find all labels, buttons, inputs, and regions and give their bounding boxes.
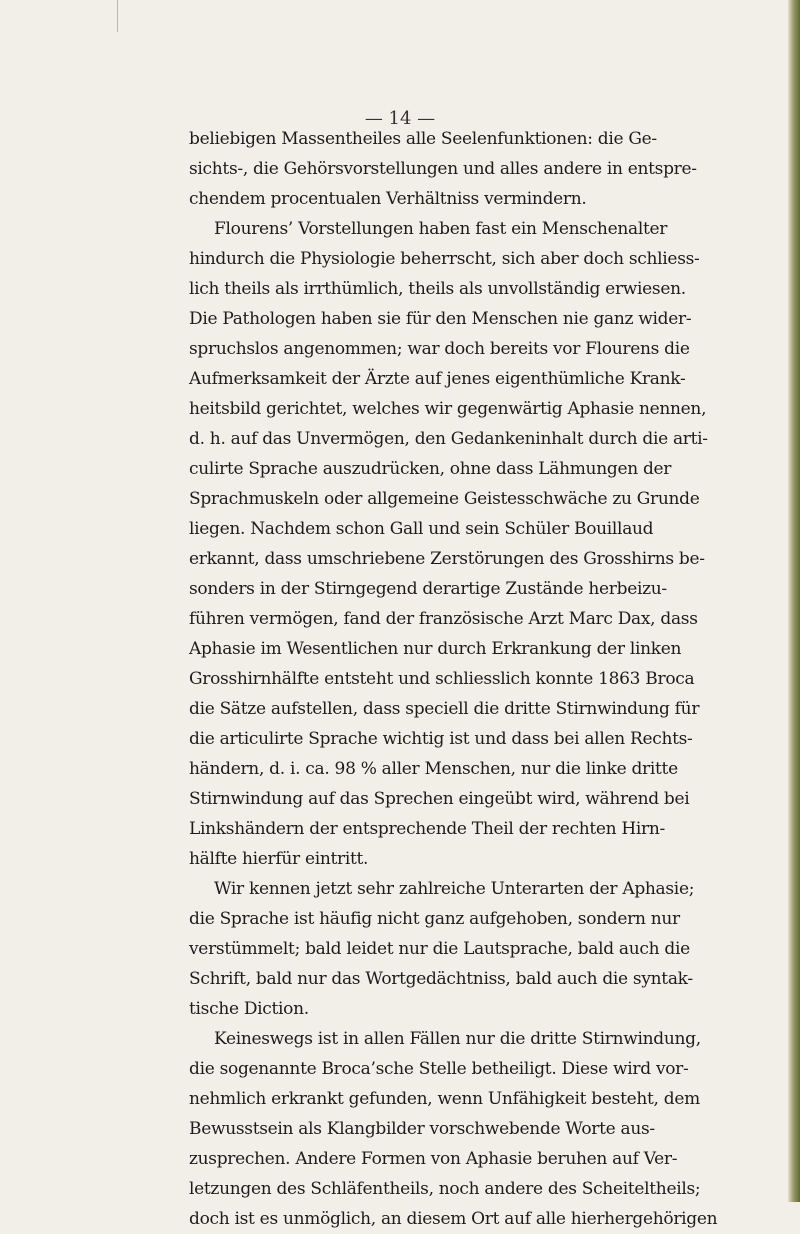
text-line: tische Diction.: [189, 999, 309, 1019]
page-crease: [117, 0, 118, 32]
text-line: zusprechen. Andere Formen von Aphasie beruhen auf Ver-: [189, 1149, 678, 1169]
text-line: Stirnwindung auf das Sprechen eingeübt wird, während bei: [189, 789, 690, 809]
text-line: liegen. Nachdem schon Gall und sein Schüler Bouillaud: [189, 519, 654, 539]
text-line: Aufmerksamkeit der Ärzte auf jenes eigenthümliche Krank-: [189, 369, 686, 389]
text-line: hindurch die Physiologie beherrscht, sich aber doch schliess-: [189, 249, 700, 269]
text-line: die sogenannte Broca’sche Stelle betheiligt. Diese wird vor-: [189, 1059, 689, 1079]
text-line: Wir kennen jetzt sehr zahlreiche Unterarten der Aphasie;: [214, 879, 695, 899]
page-edge: [788, 0, 800, 1202]
text-line: die Sprache ist häufig nicht ganz aufgehoben, sondern nur: [189, 909, 680, 929]
text-line: Grosshirnhälfte entsteht und schliesslich konnte 1863 Broca: [189, 669, 695, 689]
text-line: Linkshändern der entsprechende Theil der rechten Hirn-: [189, 819, 665, 839]
text-line: heitsbild gerichtet, welches wir gegenwärtig Aphasie nennen,: [189, 399, 707, 419]
text-line: erkannt, dass umschriebene Zerstörungen des Grosshirns be-: [189, 549, 705, 569]
text-line: Flourens’ Vorstellungen haben fast ein Menschenalter: [214, 219, 668, 239]
text-line: d. h. auf das Unvermögen, den Gedankeninhalt durch die arti-: [189, 429, 708, 449]
text-line: Aphasie im Wesentlichen nur durch Erkrankung der linken: [189, 639, 682, 659]
text-line: nehmlich erkrankt gefunden, wenn Unfähigkeit besteht, dem: [189, 1089, 700, 1109]
page-number: — 14 —: [364, 108, 436, 129]
text-line: verstümmelt; bald leidet nur die Lautsprache, bald auch die: [189, 939, 690, 959]
text-line: lich theils als irrthümlich, theils als unvollständig erwiesen.: [189, 279, 686, 299]
text-line: führen vermögen, fand der französische Arzt Marc Dax, dass: [189, 609, 698, 629]
text-line: spruchslos angenommen; war doch bereits vor Flourens die: [189, 339, 690, 359]
text-line: Keineswegs ist in allen Fällen nur die dritte Stirnwindung,: [214, 1029, 701, 1049]
text-line: die Sätze aufstellen, dass speciell die dritte Stirnwindung für: [189, 699, 700, 719]
text-line: doch ist es unmöglich, an diesem Ort auf alle hierhergehörigen: [189, 1209, 718, 1229]
text-line: beliebigen Massentheiles alle Seelenfunktionen: die Ge-: [189, 129, 657, 149]
text-line: Sprachmuskeln oder allgemeine Geistesschwäche zu Grunde: [189, 489, 700, 509]
text-line: Die Pathologen haben sie für den Menschen nie ganz wider-: [189, 309, 692, 329]
text-line: Schrift, bald nur das Wortgedächtniss, bald auch die syntak-: [189, 969, 693, 989]
text-line: hälfte hierfür eintritt.: [189, 849, 369, 869]
text-line: die articulirte Sprache wichtig ist und dass bei allen Rechts-: [189, 729, 693, 749]
text-line: chendem procentualen Verhältniss vermindern.: [189, 189, 587, 209]
body-text: [189, 124, 718, 1234]
text-line: culirte Sprache auszudrücken, ohne dass Lähmungen der: [189, 459, 672, 479]
text-line: händern, d. i. ca. 98 % aller Menschen, nur die linke dritte: [189, 759, 678, 779]
text-line: sichts-, die Gehörsvorstellungen und alles andere in entspre-: [189, 159, 697, 179]
text-line: sonders in der Stirngegend derartige Zustände herbeizu-: [189, 579, 667, 599]
text-line: letzungen des Schläfentheils, noch andere des Scheiteltheils;: [189, 1179, 701, 1199]
text-line: Bewusstsein als Klangbilder vorschwebende Worte aus-: [189, 1119, 655, 1139]
